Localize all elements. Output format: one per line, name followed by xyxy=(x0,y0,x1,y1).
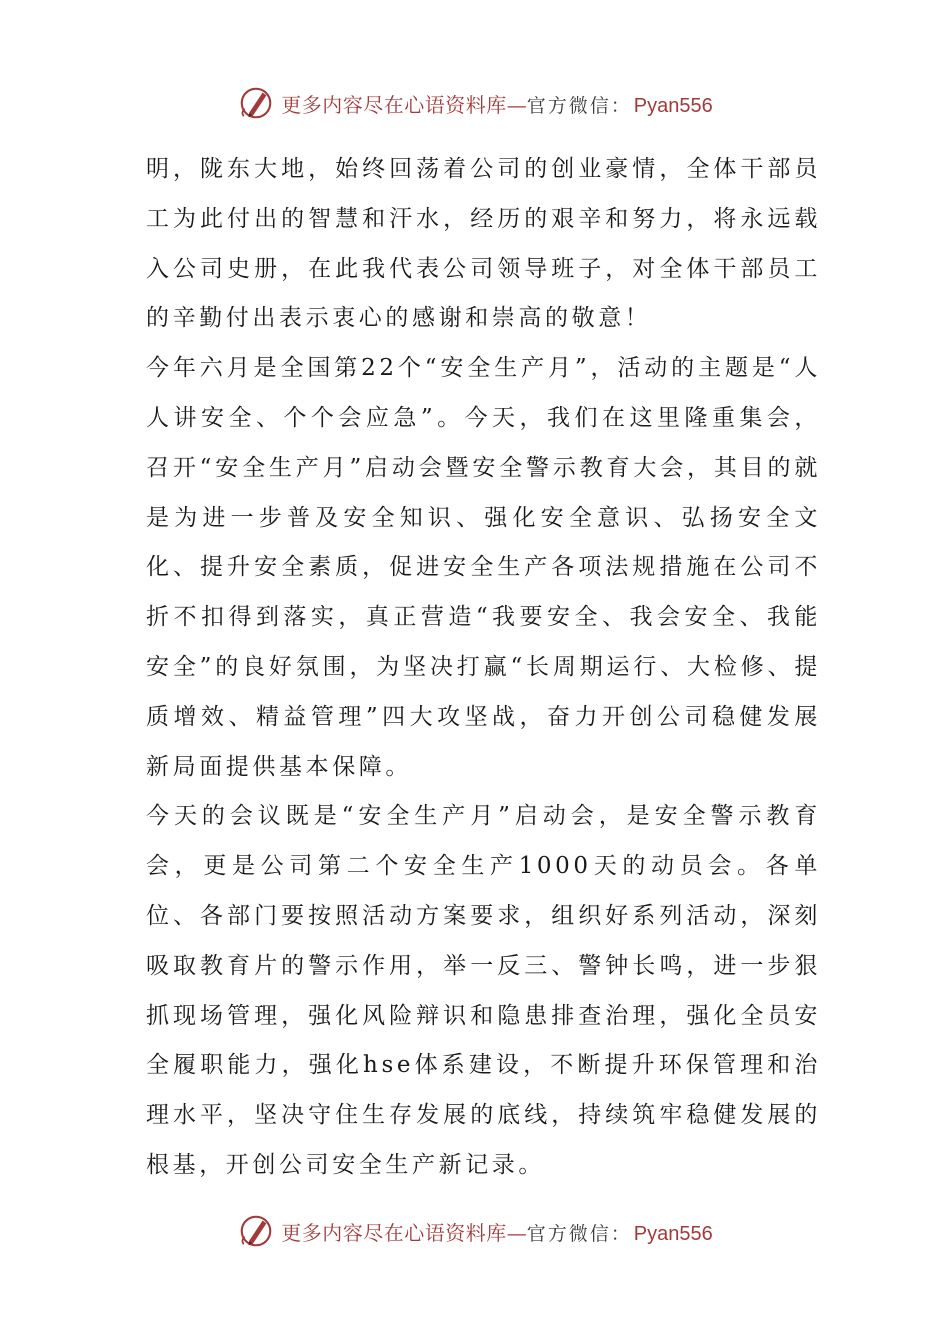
paragraph-2: 今年六月是全国第22个“安全生产月”，活动的主题是“人人讲安全、个个会应急”。今天，我们在这里隆重集会，召开“安全生产月”启动会暨安全警示教育大会，其目的就是为进一步普及安全知识、强化安全意识、弘扬安全文化、提升安全素质，促进安全生产各项法规措施在公司不折不扣得到落实，真正营造“我要安全、我会安全、我能安全”的良好氛围，为坚决打赢“长周期运行、大检修、提质增效、精益管理”四大攻坚战，奋力开创公司稳健发展新局面提供基本保障。 xyxy=(146,355,821,780)
header-dash: — xyxy=(506,92,527,117)
footer-official-label: 官方微信： xyxy=(526,1222,632,1245)
pen-logo-icon xyxy=(237,1212,275,1250)
footer-brand: 更多内容尽在心语资料库 xyxy=(281,1220,507,1245)
footer-wechat-id: Pyan556 xyxy=(633,1222,713,1245)
header-wechat-id: Pyan556 xyxy=(633,94,713,117)
document-body xyxy=(146,145,821,1191)
footer-banner xyxy=(0,1206,950,1256)
footer-dash: — xyxy=(506,1220,527,1245)
footer-text xyxy=(281,1217,712,1246)
pen-logo-icon xyxy=(237,84,275,122)
header-brand: 更多内容尽在心语资料库 xyxy=(281,92,507,117)
paragraph-3: 今天的会议既是“安全生产月”启动会，是安全警示教育会，更是公司第二个安全生产1000天的动员会。各单位、各部门要按照活动方案要求，组织好系列活动，深刻吸取教育片的警示作用，举一反三、警钟长鸣，进一步狠抓现场管理，强化风险辩识和隐患排查治理，强化全员安全履职能力，强化hse体系建设，不断提升环保管理和治理水平，坚决守住生存发展的底线，持续筑牢稳健发展的根基，开创公司安全生产新记录。 xyxy=(146,803,821,1178)
header-text xyxy=(281,89,712,118)
paragraph-1: 明，陇东大地，始终回荡着公司的创业豪情，全体干部员工为此付出的智慧和汗水，经历的艰辛和努力，将永远载入公司史册，在此我代表公司领导班子，对全体干部员工的辛勤付出表示衷心的感谢和崇高的敬意！ xyxy=(146,156,821,332)
header-banner xyxy=(0,78,950,128)
header-official-label: 官方微信： xyxy=(526,94,632,117)
